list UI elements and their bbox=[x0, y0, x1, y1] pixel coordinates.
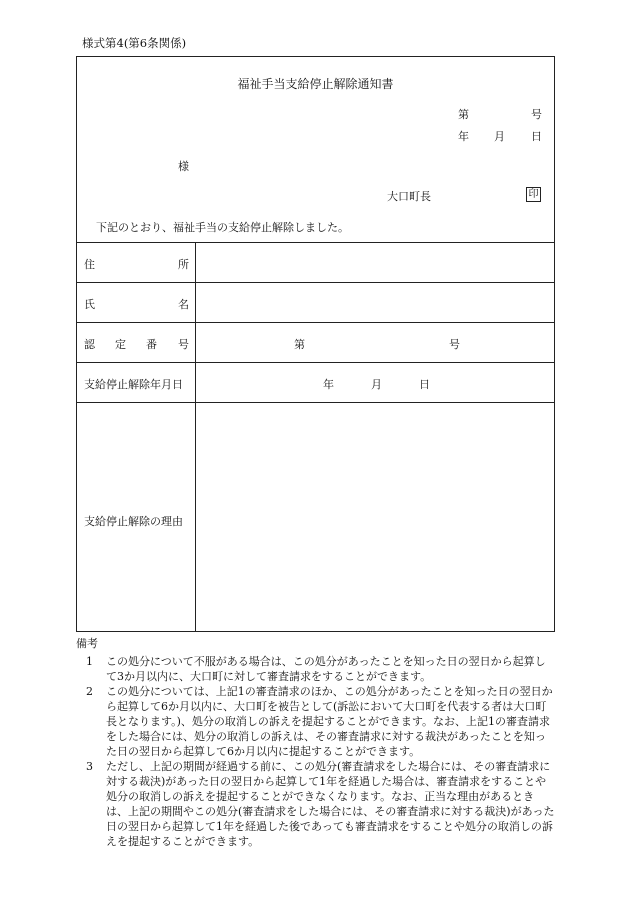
row-divider bbox=[77, 322, 554, 323]
release-date-year: 年 bbox=[323, 378, 334, 391]
recipient-honorific: 様 bbox=[178, 160, 189, 173]
remark-item bbox=[76, 759, 556, 849]
column-divider bbox=[195, 242, 196, 631]
row-divider bbox=[77, 402, 554, 403]
remark-text: ただし、上記の期間が経過する前に、この処分(審査請求をした場合には、その審査請求に対する裁決)があった日の翌日から起算して1年を経過した場合は、審査請求をすることや処分の取消しの訴えを提起することができなくなります。なお、正当な理由があるときは、上記の期間やこの処分(審査請求をした場合には、その審査請求に対する裁決)があった日の翌日から起算して1年を経過した後であっても審査請求をすることや処分の取消しの訴えを提起することができます。 bbox=[106, 760, 555, 848]
remark-item bbox=[76, 654, 556, 684]
notice-form bbox=[76, 56, 555, 632]
cert-number-suffix: 号 bbox=[449, 338, 460, 351]
cert-label-char-3: 番 bbox=[146, 338, 157, 351]
release-date-day: 日 bbox=[419, 378, 430, 391]
form-number-label: 様式第4(第6条関係) bbox=[82, 36, 187, 50]
date-year-label: 年 bbox=[458, 130, 469, 143]
number-suffix: 号 bbox=[531, 108, 542, 121]
date-month-label: 月 bbox=[494, 130, 505, 143]
remark-text: この処分については、上記1の審査請求のほか、この処分があったことを知った日の翌日から起算して6か月以内に、大口町を被告として(訴訟において大口町を代表する者は大口町長となります。)、処分の取消しの訴えを提起することができます。なお、上記1の審査請求をした場合には、処分の取消しの訴えは、その審査請求に対する裁決があったことを知った日の翌日から起算して6か月以内に提起することができます。 bbox=[106, 685, 553, 758]
release-date-label: 支給停止解除年月日 bbox=[84, 378, 183, 391]
name-field[interactable] bbox=[201, 287, 546, 317]
seal-mark bbox=[526, 187, 541, 202]
reason-field[interactable] bbox=[201, 409, 546, 624]
intro-text: 下記のとおり、福祉手当の支給停止解除しました。 bbox=[96, 221, 349, 234]
row-divider bbox=[77, 362, 554, 363]
name-label-a: 氏 bbox=[84, 298, 95, 311]
release-date-month: 月 bbox=[371, 378, 382, 391]
remark-item bbox=[76, 684, 556, 759]
cert-label-char-2: 定 bbox=[115, 338, 126, 351]
remarks-heading: 備考 bbox=[76, 637, 98, 650]
address-field[interactable] bbox=[201, 247, 546, 277]
reason-label: 支給停止解除の理由 bbox=[84, 515, 183, 528]
issuer-name: 大口町長 bbox=[387, 190, 431, 203]
row-divider bbox=[77, 282, 554, 283]
cert-label-char-4: 号 bbox=[178, 338, 189, 351]
seal-box: 印 bbox=[526, 187, 541, 202]
remarks-section bbox=[76, 636, 556, 849]
remark-text: この処分について不服がある場合は、この処分があったことを知った日の翌日から起算して3か月以内に、大口町に対して審査請求をすることができます。 bbox=[106, 655, 546, 683]
cert-number-prefix: 第 bbox=[294, 338, 305, 351]
cert-label-char-1: 認 bbox=[84, 338, 95, 351]
remark-number: 3 bbox=[86, 760, 93, 773]
remark-number: 2 bbox=[86, 685, 93, 698]
address-label-a: 住 bbox=[84, 258, 95, 271]
remark-number: 1 bbox=[86, 655, 93, 668]
number-prefix: 第 bbox=[458, 108, 469, 121]
name-label-b: 名 bbox=[178, 298, 189, 311]
address-label-b: 所 bbox=[178, 258, 189, 271]
document-title: 福祉手当支給停止解除通知書 bbox=[237, 77, 394, 91]
table-top-rule bbox=[77, 242, 554, 243]
date-day-label: 日 bbox=[531, 130, 542, 143]
